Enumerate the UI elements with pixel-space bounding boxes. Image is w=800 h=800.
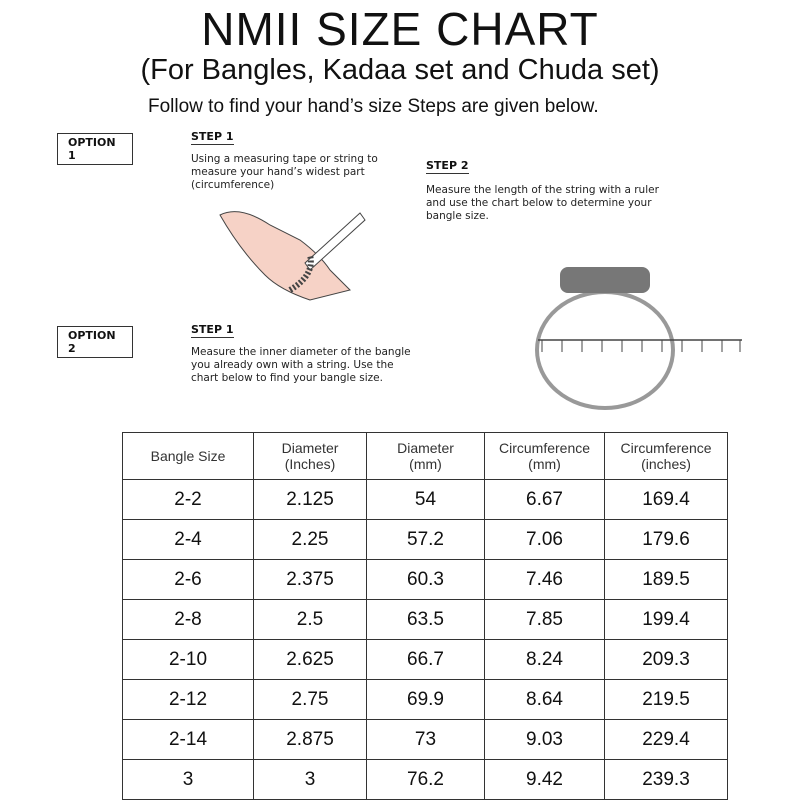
table-cell: 7.46 (485, 560, 605, 600)
table-cell: 2.375 (254, 560, 367, 600)
column-header-line: (Inches) (284, 456, 336, 472)
table-cell: 7.06 (485, 520, 605, 560)
table-row (123, 560, 728, 600)
table-row (123, 480, 728, 520)
table-cell: 189.5 (605, 560, 728, 600)
table-cell: 69.9 (367, 680, 485, 720)
table-cell: 2.25 (254, 520, 367, 560)
table-cell: 8.24 (485, 640, 605, 680)
instructions: Follow to find your hand’s size Steps are given below. (148, 96, 599, 117)
table-cell: 9.42 (485, 760, 605, 800)
table-cell: 2-2 (123, 480, 254, 520)
table-cell: 60.3 (367, 560, 485, 600)
table-cell: 3 (123, 760, 254, 800)
table-row (123, 520, 728, 560)
table-cell: 76.2 (367, 760, 485, 800)
column-header (367, 433, 485, 480)
table-cell: 2-6 (123, 560, 254, 600)
option-2-label: OPTION 2 (57, 326, 133, 358)
table-cell: 2.875 (254, 720, 367, 760)
column-header (605, 433, 728, 480)
column-header (254, 433, 367, 480)
size-chart-table (122, 432, 728, 800)
column-header (123, 433, 254, 480)
option-2-step-1-text: Measure the inner diameter of the bangle you already own with a string. Use the chart below to find your bangle size. (191, 346, 411, 384)
bangle-ruler-illustration (520, 255, 750, 415)
table-cell: 2.125 (254, 480, 367, 520)
table-cell: 239.3 (605, 760, 728, 800)
table-cell: 2.75 (254, 680, 367, 720)
column-header-line: (mm) (409, 456, 442, 472)
table-row (123, 640, 728, 680)
table-header-row (123, 433, 728, 480)
column-header-line: Diameter (281, 440, 339, 456)
option-1-step-1-title: STEP 1 (191, 130, 234, 143)
column-header (485, 433, 605, 480)
table-cell: 3 (254, 760, 367, 800)
table-cell: 73 (367, 720, 485, 760)
table-cell: 57.2 (367, 520, 485, 560)
table-cell: 2-14 (123, 720, 254, 760)
column-header-line: Circumference (620, 440, 712, 456)
table-cell: 169.4 (605, 480, 728, 520)
table-cell: 2.5 (254, 600, 367, 640)
option-1-step-2-text: Measure the length of the string with a ruler and use the chart below to determine your bangle size. (426, 184, 659, 222)
option-1-step-2-title: STEP 2 (426, 159, 469, 172)
table-cell: 2-4 (123, 520, 254, 560)
column-header-line: (mm) (528, 456, 561, 472)
table-row (123, 760, 728, 800)
table-cell: 9.03 (485, 720, 605, 760)
table-cell: 63.5 (367, 600, 485, 640)
hand-measuring-illustration (210, 195, 370, 305)
table-cell: 2-12 (123, 680, 254, 720)
table-cell: 54 (367, 480, 485, 520)
table-cell: 66.7 (367, 640, 485, 680)
column-header-line: Diameter (397, 440, 454, 456)
option-1-step-1-text: Using a measuring tape or string to measure your hand’s widest part (circumference) (191, 153, 378, 191)
table-cell: 7.85 (485, 600, 605, 640)
table-cell: 219.5 (605, 680, 728, 720)
page-subtitle: (For Bangles, Kadaa set and Chuda set) (140, 54, 660, 86)
column-header-line: Circumference (498, 440, 591, 456)
table-row (123, 720, 728, 760)
table-cell: 2-10 (123, 640, 254, 680)
table-cell: 6.67 (485, 480, 605, 520)
table-cell: 229.4 (605, 720, 728, 760)
table-row (123, 600, 728, 640)
column-header-line: (inches) (641, 456, 691, 472)
option-1-label: OPTION 1 (57, 133, 133, 165)
option-2-step-1-title: STEP 1 (191, 323, 234, 336)
table-cell: 179.6 (605, 520, 728, 560)
table-cell: 2.625 (254, 640, 367, 680)
table-cell: 2-8 (123, 600, 254, 640)
page-title: NMII SIZE CHART (201, 3, 599, 55)
column-header-line: Bangle Size (150, 448, 226, 464)
table-cell: 209.3 (605, 640, 728, 680)
table-cell: 199.4 (605, 600, 728, 640)
table-row (123, 680, 728, 720)
table-cell: 8.64 (485, 680, 605, 720)
